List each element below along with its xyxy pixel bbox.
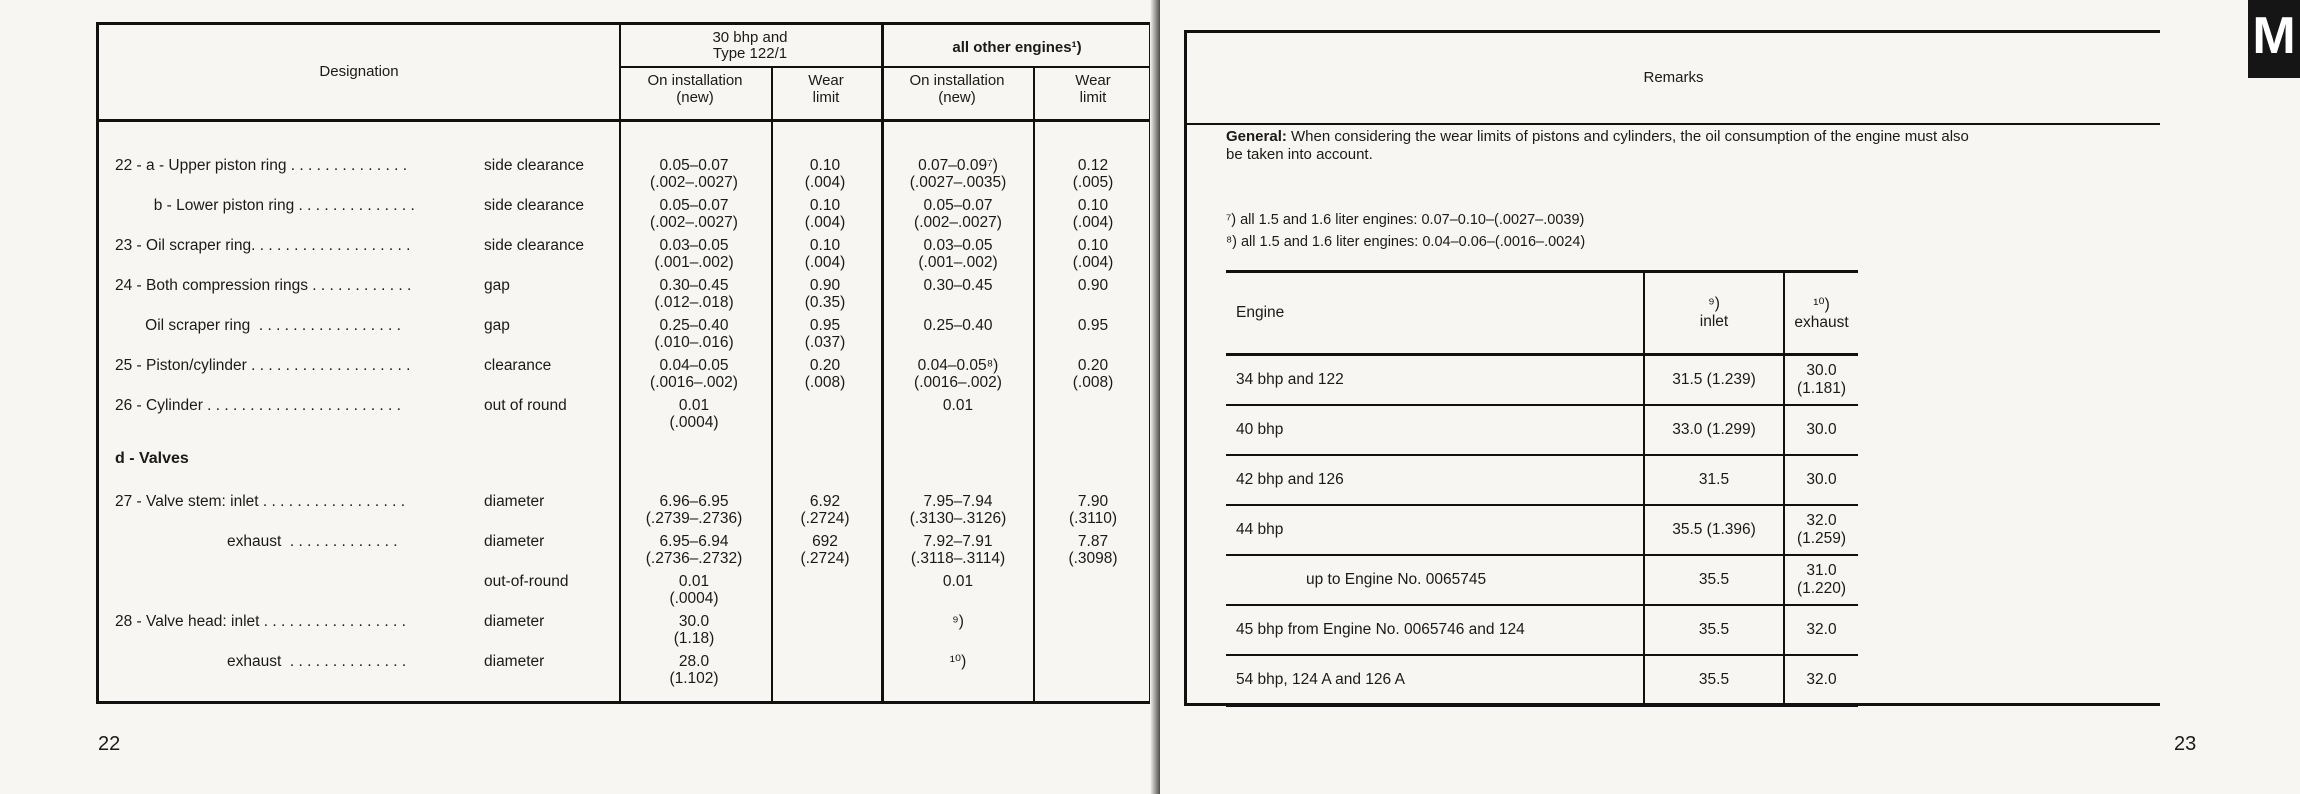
table-row	[99, 397, 1149, 437]
measurement-type-cell: out-of-round	[484, 573, 569, 590]
exhaust-cell: 30.0	[1806, 471, 1837, 488]
engine-cell: 34 bhp and 122	[1226, 355, 1644, 406]
value-cell: 0.20 (.008)	[804, 357, 846, 391]
header-divider	[619, 66, 1149, 68]
table-row	[1226, 605, 1858, 655]
value-cell: 0.10 (.004)	[1072, 197, 1114, 231]
general-note: General: When considering the wear limits of pistons and cylinders, the oil consumption of the engine must also be taken into account.	[1226, 128, 1969, 163]
exhaust-cell: 30.0 (1.181)	[1796, 362, 1847, 397]
designation-cell: 26 - Cylinder . . . . . . . . . . . . . . . . . . . . . . .	[115, 397, 401, 414]
table-row	[99, 357, 1149, 397]
value-cell: 0.05–0.07 (.002–.0027)	[650, 157, 738, 191]
group1-title-line1: 30 bhp and	[712, 29, 788, 46]
table-row	[1226, 455, 1858, 505]
value-cell: 0.10 (.004)	[804, 157, 846, 191]
designation-cell: 23 - Oil scraper ring. . . . . . . . . . . . . . . . . . .	[115, 237, 411, 254]
engine-cell: 54 bhp, 124 A and 126 A	[1226, 655, 1644, 706]
table-row	[99, 573, 1149, 613]
table-row	[1226, 555, 1858, 605]
value-cell: 0.95	[1077, 317, 1109, 334]
designation-header: Designation	[319, 63, 399, 80]
exhaust-cell: 32.0	[1806, 621, 1837, 638]
value-cell: 0.90	[1077, 277, 1109, 294]
designation-cell: b - Lower piston ring . . . . . . . . . . . . . .	[115, 197, 415, 214]
designation-cell: exhaust . . . . . . . . . . . . . .	[115, 653, 407, 670]
engine-cell: up to Engine No. 0065745	[1226, 555, 1644, 605]
value-cell: 0.01 (.0004)	[669, 397, 719, 431]
value-cell: ⁹)	[952, 613, 964, 630]
value-cell: 0.95 (.037)	[804, 317, 846, 351]
table-row	[1226, 405, 1858, 455]
value-cell: ¹⁰)	[949, 653, 967, 670]
value-cell: 0.10 (.004)	[1072, 237, 1114, 271]
footnote-7: ⁷) all 1.5 and 1.6 liter engines: 0.07–0.10–(.0027–.0039)	[1226, 212, 1585, 228]
measurement-type-cell: gap	[484, 277, 510, 294]
designation-cell: 22 - a - Upper piston ring . . . . . . . . . . . . . .	[115, 157, 408, 174]
table-row	[99, 493, 1149, 533]
value-cell: 0.30–0.45	[923, 277, 993, 294]
measurement-type-cell: clearance	[484, 357, 552, 374]
value-cell: 0.25–0.40	[923, 317, 993, 334]
value-cell: 0.01	[942, 573, 974, 590]
inlet-cell: 31.5	[1644, 455, 1784, 505]
right-page	[1160, 0, 2300, 794]
exhaust-cell: 32.0	[1806, 671, 1837, 688]
measurement-type-cell: out of round	[484, 397, 567, 414]
table-row	[1226, 655, 1858, 706]
value-cell: 0.03–0.05 (.001–.002)	[654, 237, 734, 271]
engine-cell: 45 bhp from Engine No. 0065746 and 124	[1226, 605, 1644, 655]
value-cell: 7.87 (.3098)	[1068, 533, 1118, 567]
value-cell: 6.96–6.95 (.2739–.2736)	[645, 493, 743, 527]
designation-cell: 25 - Piston/cylinder . . . . . . . . . . . . . . . . . . .	[115, 357, 411, 374]
valves-heading: d - Valves	[115, 450, 189, 467]
group1-title-line2: Type 122/1	[712, 45, 788, 62]
value-cell: 0.05–0.07 (.002–.0027)	[650, 197, 738, 231]
specification-table	[96, 22, 1152, 704]
table-row	[99, 197, 1149, 237]
measurement-type-cell: diameter	[484, 613, 545, 630]
table-row	[99, 277, 1149, 317]
page-number: 22	[98, 733, 121, 755]
header-divider	[99, 119, 1149, 122]
value-cell: 0.20 (.008)	[1072, 357, 1114, 391]
table-row	[99, 237, 1149, 277]
on-install-header: On installation (new)	[647, 72, 743, 106]
wear-limit-header: Wear limit	[808, 72, 844, 106]
value-cell: 0.25–0.40 (.010–.016)	[654, 317, 734, 351]
measurement-type-cell: diameter	[484, 533, 545, 550]
measurement-type-cell: diameter	[484, 493, 545, 510]
wear-limit-header: Wear limit	[1075, 72, 1111, 106]
inlet-cell: 35.5	[1644, 555, 1784, 605]
measurement-type-cell: side clearance	[484, 157, 584, 174]
value-cell: 0.10 (.004)	[804, 197, 846, 231]
engine-column-header: Engine	[1226, 272, 1644, 355]
value-cell: 30.0 (1.18)	[673, 613, 715, 647]
value-cell: 6.95–6.94 (.2736–.2732)	[645, 533, 743, 567]
value-cell: 0.05–0.07 (.002–.0027)	[914, 197, 1002, 231]
table-row	[99, 533, 1149, 573]
header-divider	[1187, 123, 2160, 125]
value-cell: 7.95–7.94 (.3130–.3126)	[909, 493, 1007, 527]
engine-cell: 40 bhp	[1226, 405, 1644, 455]
inlet-cell: 31.5 (1.239)	[1644, 355, 1784, 406]
designation-cell: 28 - Valve head: inlet . . . . . . . . . . . . . . . . .	[115, 613, 406, 630]
value-cell: 0.12 (.005)	[1072, 157, 1114, 191]
on-install-header: On installation (new)	[909, 72, 1005, 106]
value-cell: 0.03–0.05 (.001–.002)	[918, 237, 998, 271]
value-cell: 0.10 (.004)	[804, 237, 846, 271]
footnote-8: ⁸) all 1.5 and 1.6 liter engines: 0.04–0.06–(.0016–.0024)	[1226, 234, 1586, 250]
value-cell: 0.90 (0.35)	[804, 277, 846, 311]
table-row	[99, 613, 1149, 653]
designation-cell: exhaust . . . . . . . . . . . . .	[115, 533, 398, 550]
measurement-type-cell: diameter	[484, 653, 545, 670]
exhaust-cell: 32.0 (1.259)	[1796, 512, 1847, 547]
value-cell: 7.90 (.3110)	[1069, 493, 1117, 527]
value-cell: 28.0 (1.102)	[669, 653, 719, 687]
inlet-cell: 35.5	[1644, 655, 1784, 706]
section-tab-m: M	[2248, 0, 2300, 78]
value-cell: 692 (.2724)	[800, 533, 850, 567]
page-number: 23	[2174, 733, 2197, 755]
group2-title: all other engines¹)	[952, 39, 1082, 56]
measurement-type-cell: side clearance	[484, 237, 584, 254]
remarks-header: Remarks	[1643, 69, 1704, 86]
table-row	[99, 653, 1149, 693]
designation-cell: 24 - Both compression rings . . . . . . . . . . . .	[115, 277, 412, 294]
engine-cell: 44 bhp	[1226, 505, 1644, 555]
value-cell: 0.04–0.05 (.0016–.002)	[650, 357, 738, 391]
value-cell: 7.92–7.91 (.3118–.3114)	[910, 533, 1006, 567]
value-cell: 6.92 (.2724)	[800, 493, 850, 527]
value-cell: 0.30–0.45 (.012–.018)	[654, 277, 734, 311]
engine-cell: 42 bhp and 126	[1226, 455, 1644, 505]
designation-cell: 27 - Valve stem: inlet . . . . . . . . . . . . . . . . .	[115, 493, 405, 510]
table-header-row	[1226, 272, 1858, 355]
table-row	[99, 317, 1149, 357]
table-row	[1226, 505, 1858, 555]
designation-cell: Oil scraper ring . . . . . . . . . . . . . . . . .	[115, 317, 401, 334]
engine-valve-table	[1226, 270, 1858, 707]
exhaust-column-header: ¹⁰) exhaust	[1784, 272, 1858, 355]
value-cell: 0.07–0.09⁷) (.0027–.0035)	[909, 157, 1007, 191]
value-cell: 0.04–0.05⁸) (.0016–.002)	[914, 357, 1002, 391]
table-row	[1226, 355, 1858, 406]
value-cell: 0.01	[942, 397, 974, 414]
inlet-cell: 33.0 (1.299)	[1644, 405, 1784, 455]
measurement-type-cell: side clearance	[484, 197, 584, 214]
exhaust-cell: 30.0	[1806, 421, 1837, 438]
exhaust-cell: 31.0 (1.220)	[1796, 562, 1847, 597]
inlet-cell: 35.5 (1.396)	[1644, 505, 1784, 555]
inlet-cell: 35.5	[1644, 605, 1784, 655]
inlet-column-header: ⁹) inlet	[1644, 272, 1784, 355]
value-cell: 0.01 (.0004)	[669, 573, 719, 607]
measurement-type-cell: gap	[484, 317, 510, 334]
table-row	[99, 157, 1149, 197]
